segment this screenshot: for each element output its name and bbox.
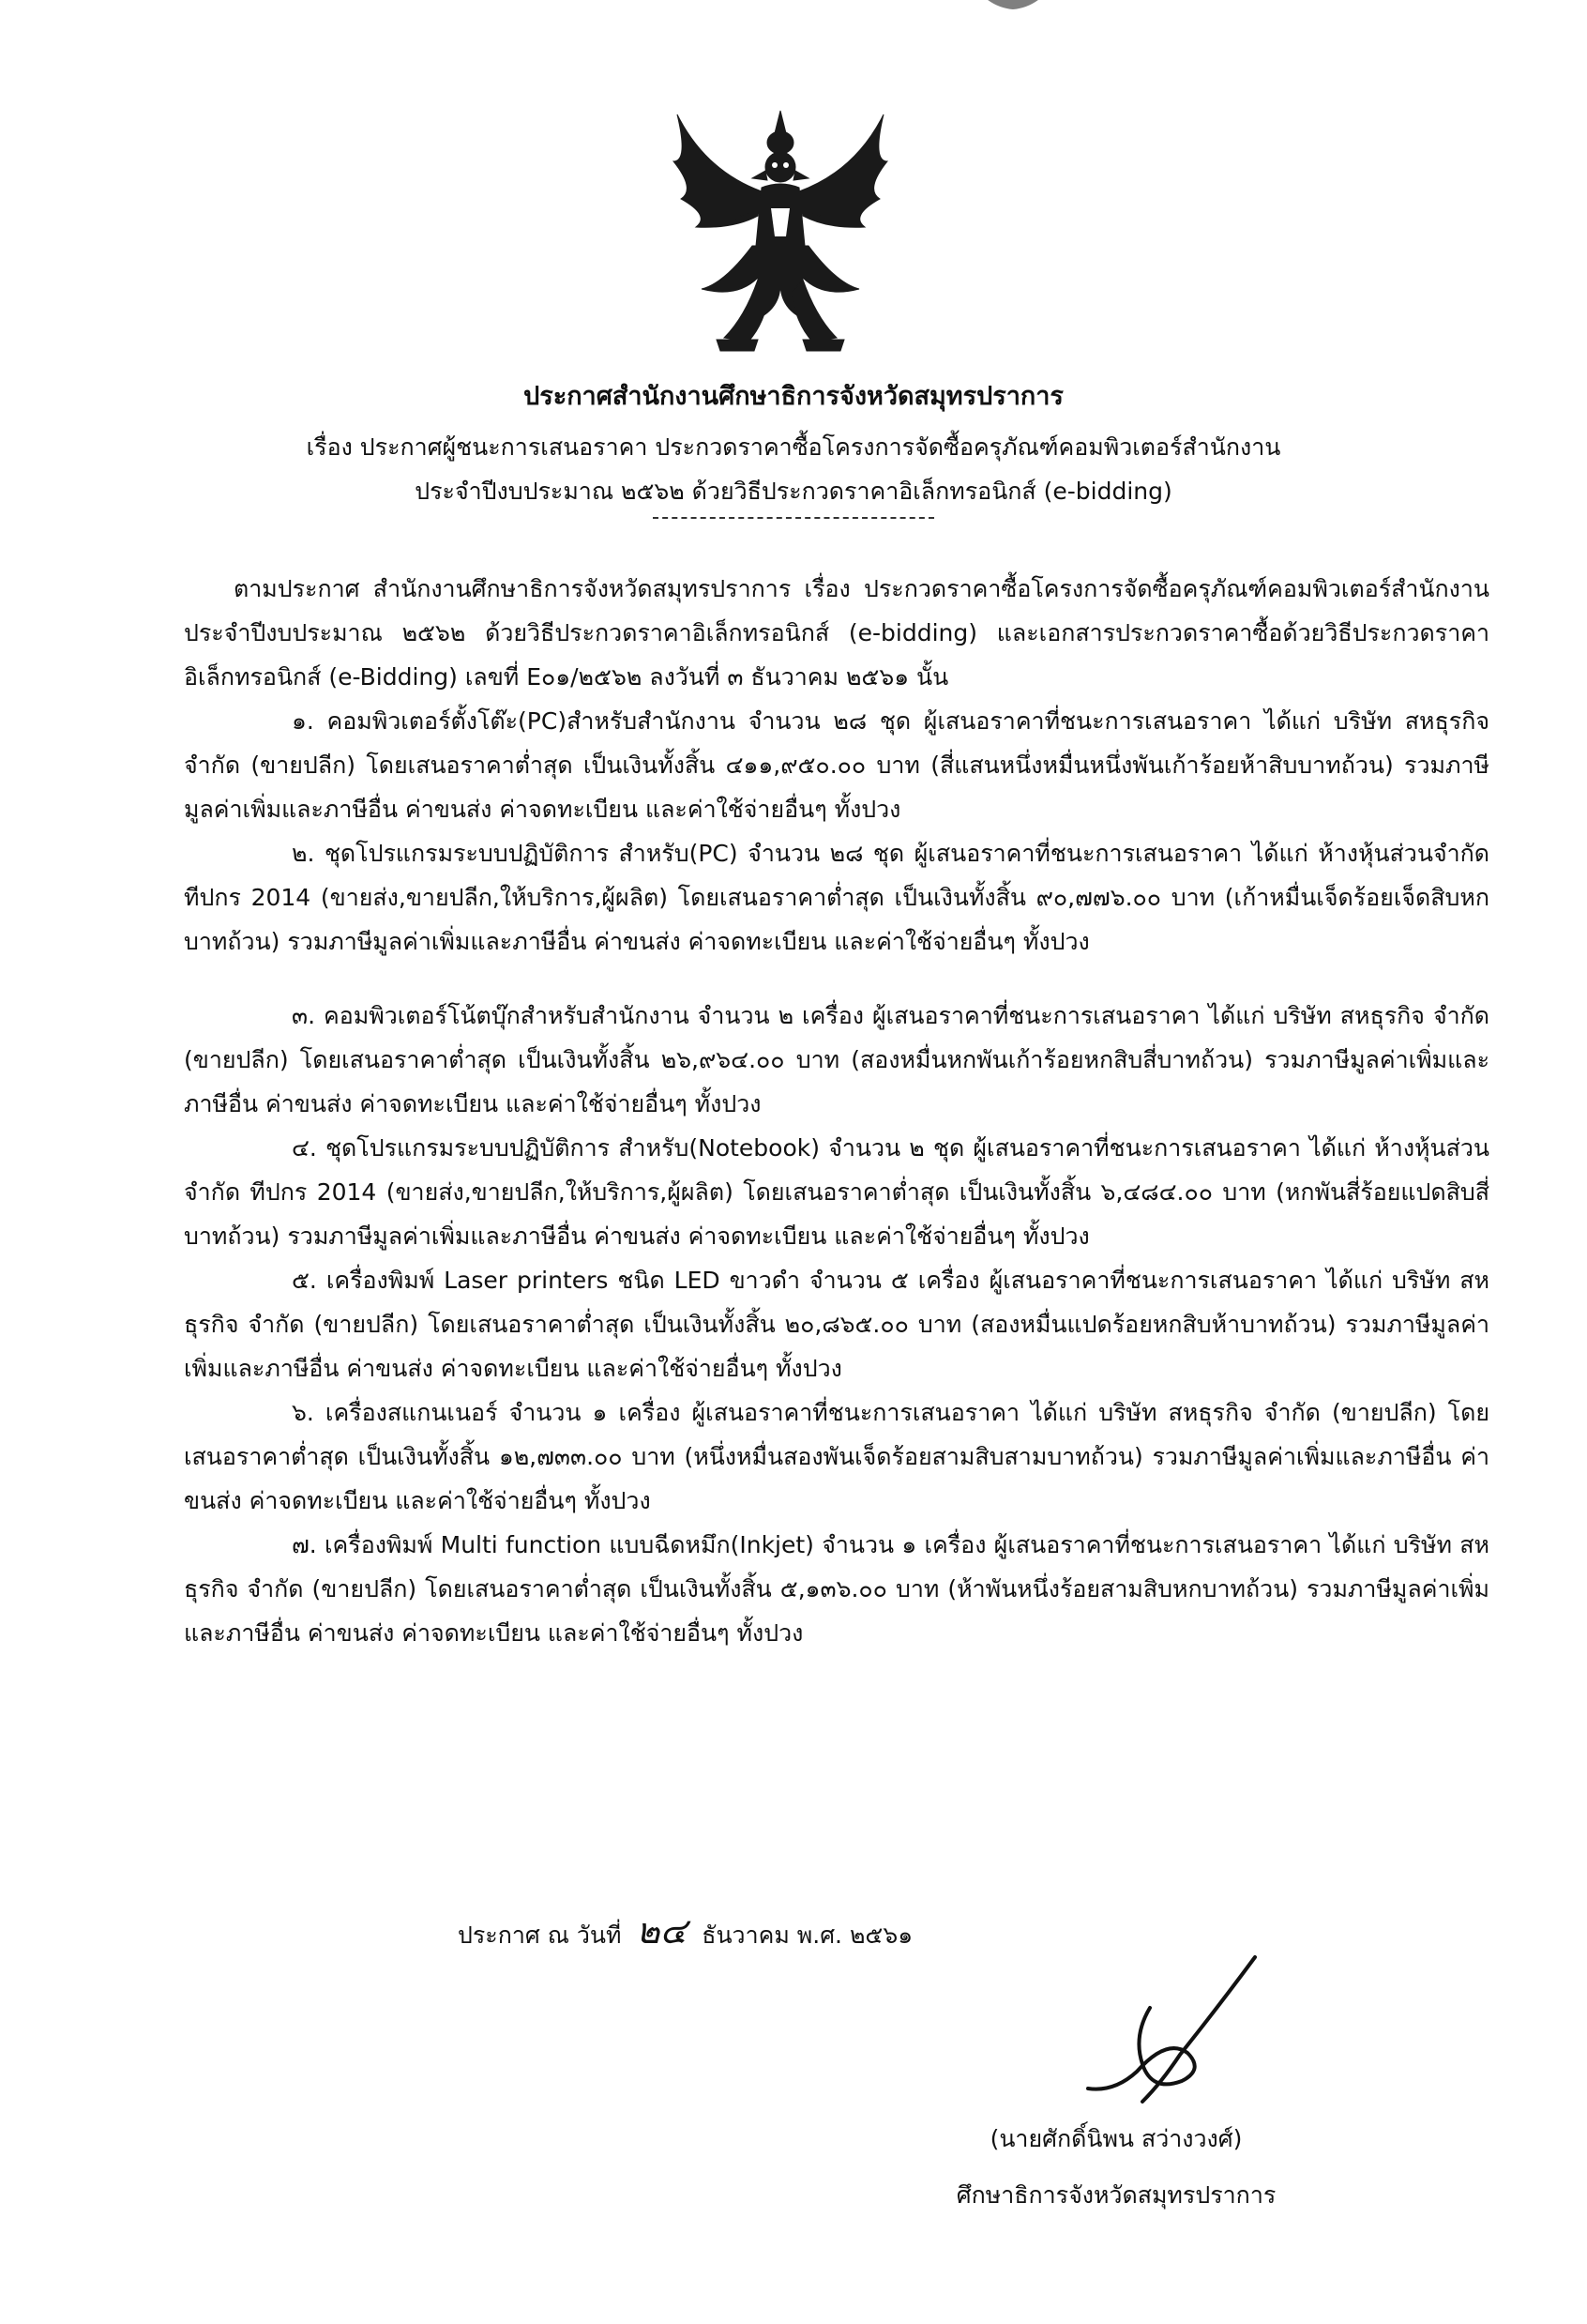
date-suffix: ธันวาคม พ.ศ. ๒๕๖๑	[702, 1921, 914, 1949]
signer-name: (นายศักดิ์นิพน สว่างวงศ์)	[990, 2125, 1243, 2152]
announcement-body	[184, 567, 1489, 1655]
award-item-4: ๔. ชุดโปรแกรมระบบปฏิบัติการ สำหรับ(Notebook) จำนวน ๒ ชุด ผู้เสนอราคาที่ชนะการเสนอราคา ได้แก่ ห้างหุ้นส่วนจำกัด ทีปกร 2014 (ขายส่ง,ขายปลีก,ให้บริการ,ผู้ผลิต) โดยเสนอราคาต่ำสุด เป็นเงินทั้งสิ้น ๖,๔๘๔.๐๐ บาท (หกพันสี่ร้อยแปดสิบสี่บาทถ้วน) รวมภาษีมูลค่าเพิ่มและภาษีอื่น ค่าขนส่ง ค่าจดทะเบียน และค่าใช้จ่ายอื่นๆ ทั้งปวง	[184, 1134, 1489, 1250]
award-item-7: ๗. เครื่องพิมพ์ Multi function แบบฉีดหมึก(Inkjet) จำนวน ๑ เครื่อง ผู้เสนอราคาที่ชนะการเสนอราคา ได้แก่ บริษัท สหธุรกิจ จำกัด (ขายปลีก) โดยเสนอราคาต่ำสุด เป็นเงินทั้งสิ้น ๕,๑๓๖.๐๐ บาท (ห้าพันหนึ่งร้อยสามสิบหกบาทถ้วน) รวมภาษีมูลค่าเพิ่มและภาษีอื่น ค่าขนส่ง ค่าจดทะเบียน และค่าใช้จ่ายอื่นๆ ทั้งปวง	[184, 1531, 1489, 1647]
announcement-header	[169, 369, 1418, 519]
signer-block	[947, 2111, 1285, 2224]
subject-line-2: ประจำปีงบประมาณ ๒๕๖๒ ด้วยวิธีประกวดราคาอิเล็กทรอนิกส์ (e-bidding)	[415, 478, 1172, 505]
award-item-5: ๕. เครื่องพิมพ์ Laser printers ชนิด LED ขาวดำ จำนวน ๕ เครื่อง ผู้เสนอราคาที่ชนะการเสนอราคา ได้แก่ บริษัท สหธุรกิจ จำกัด (ขายปลีก) โดยเสนอราคาต่ำสุด เป็นเงินทั้งสิ้น ๒๐,๘๖๕.๐๐ บาท (สองหมื่นแปดร้อยหกสิบห้าบาทถ้วน) รวมภาษีมูลค่าเพิ่มและภาษีอื่น ค่าขนส่ง ค่าจดทะเบียน และค่าใช้จ่ายอื่นๆ ทั้งปวง	[184, 1267, 1489, 1382]
date-prefix: ประกาศ ณ วันที่	[458, 1921, 622, 1949]
award-item-3: ๓. คอมพิวเตอร์โน้ตบุ๊กสำหรับสำนักงาน จำนวน ๒ เครื่อง ผู้เสนอราคาที่ชนะการเสนอราคา ได้แก่ บริษัท สหธุรกิจ จำกัด (ขายปลีก) โดยเสนอราคาต่ำสุด เป็นเงินทั้งสิ้น ๒๖,๙๖๔.๐๐ บาท (สองหมื่นหกพันเก้าร้อยหกสิบสี่บาทถ้วน) รวมภาษีมูลค่าเพิ่มและภาษีอื่น ค่าขนส่ง ค่าจดทะเบียน และค่าใช้จ่ายอื่นๆ ทั้งปวง	[184, 1002, 1489, 1117]
signer-position: ศึกษาธิการจังหวัดสมุทรปราการ	[956, 2181, 1277, 2209]
award-item-1: ๑. คอมพิวเตอร์ตั้งโต๊ะ(PC)สำหรับสำนักงาน จำนวน ๒๘ ชุด ผู้เสนอราคาที่ชนะการเสนอราคา ได้แก่ บริษัท สหธุรกิจ จำกัด (ขายปลีก) โดยเสนอราคาต่ำสุด เป็นเงินทั้งสิ้น ๔๑๑,๙๕๐.๐๐ บาท (สี่แสนหนึ่งหมื่นหนึ่งพันเก้าร้อยห้าสิบบาทถ้วน) รวมภาษีมูลค่าเพิ่มและภาษีอื่น ค่าขนส่ง ค่าจดทะเบียน และค่าใช้จ่ายอื่นๆ ทั้งปวง	[184, 707, 1489, 823]
announcement-date	[458, 1912, 913, 1954]
award-item-2: ๒. ชุดโปรแกรมระบบปฏิบัติการ สำหรับ(PC) จำนวน ๒๘ ชุด ผู้เสนอราคาที่ชนะการเสนอราคา ได้แก่ ห้างหุ้นส่วนจำกัด ทีปกร 2014 (ขายส่ง,ขายปลีก,ให้บริการ,ผู้ผลิต) โดยเสนอราคาต่ำสุด เป็นเงินทั้งสิ้น ๙๐,๗๗๖.๐๐ บาท (เก้าหมื่นเจ็ดร้อยเจ็ดสิบหกบาทถ้วน) รวมภาษีมูลค่าเพิ่มและภาษีอื่น ค่าขนส่ง ค่าจดทะเบียน และค่าใช้จ่ายอื่นๆ ทั้งปวง	[184, 840, 1489, 955]
announcement-title: ประกาศสำนักงานศึกษาธิการจังหวัดสมุทรปราการ	[523, 382, 1064, 411]
garuda-emblem-icon	[668, 105, 893, 360]
intro-paragraph: ตามประกาศ สำนักงานศึกษาธิการจังหวัดสมุทรปราการ เรื่อง ประกวดราคาซื้อโครงการจัดซื้อครุภัณฑ์คอมพิวเตอร์สำนักงานประจำปีงบประมาณ ๒๕๖๒ ด้วยวิธีประกวดราคาอิเล็กทรอนิกส์ (e-bidding) และเอกสารประกวดราคาซื้อด้วยวิธีประกวดราคาอิเล็กทรอนิกส์ (e-Bidding) เลขที่ E๐๑/๒๕๖๒ ลงวันที่ ๓ ธันวาคม ๒๕๖๑ นั้น	[184, 575, 1489, 691]
subject-line-1: เรื่อง ประกาศผู้ชนะการเสนอราคา ประกวดราคาซื้อโครงการจัดซื้อครุภัณฑ์คอมพิวเตอร์สำนักงาน	[306, 433, 1281, 461]
award-item-6: ๖. เครื่องสแกนเนอร์ จำนวน ๑ เครื่อง ผู้เสนอราคาที่ชนะการเสนอราคา ได้แก่ บริษัท สหธุรกิจ จำกัด (ขายปลีก) โดยเสนอราคาต่ำสุด เป็นเงินทั้งสิ้น ๑๒,๗๓๓.๐๐ บาท (หนึ่งหมื่นสองพันเจ็ดร้อยสามสิบสามบาทถ้วน) รวมภาษีมูลค่าเพิ่มและภาษีอื่น ค่าขนส่ง ค่าจดทะเบียน และค่าใช้จ่ายอื่นๆ ทั้งปวง	[184, 1399, 1489, 1514]
handwritten-signature	[1077, 1952, 1264, 2111]
date-day-handwritten: ๒๔	[636, 1910, 688, 1952]
header-divider	[653, 517, 934, 519]
partial-top-emblem-icon	[952, 0, 1074, 21]
